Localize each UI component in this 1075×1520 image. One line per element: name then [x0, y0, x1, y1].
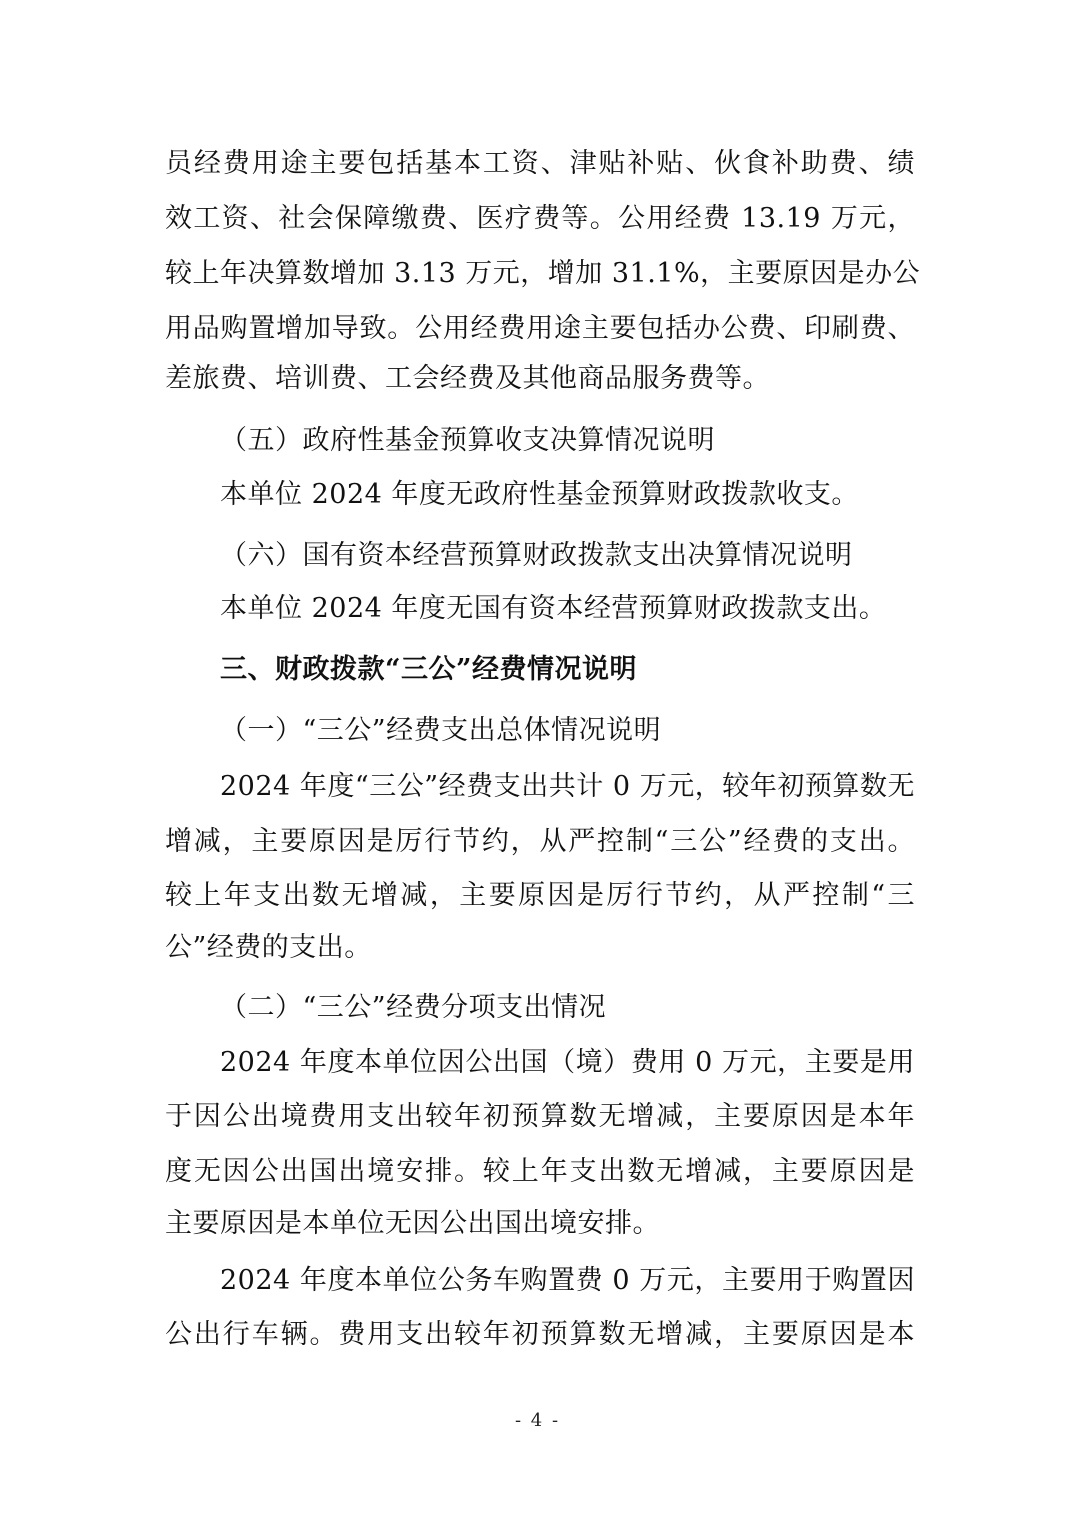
- paragraph-line: 差旅费、培训费、工会经费及其他商品服务费等。: [165, 363, 770, 394]
- section-heading: （五）政府性基金预算收支决算情况说明: [220, 425, 715, 456]
- paragraph-line: 主要原因是本单位无因公出国出境安排。: [165, 1208, 660, 1239]
- paragraph-line: 度无因公出国出境安排。较上年支出数无增减，主要原因是: [165, 1156, 915, 1187]
- paragraph-line: 员经费用途主要包括基本工资、津贴补贴、伙食补助费、绩: [165, 148, 915, 179]
- paragraph-line: 公”经费的支出。: [165, 932, 372, 963]
- paragraph-line: 2024 年度本单位因公出国（境）费用 0 万元，主要是用: [220, 1047, 915, 1078]
- paragraph-line: 于因公出境费用支出较年初预算数无增减，主要原因是本年: [165, 1101, 915, 1132]
- paragraph-line: 公出行车辆。费用支出较年初预算数无增减，主要原因是本: [165, 1319, 915, 1350]
- paragraph-line: 本单位 2024 年度无国有资本经营预算财政拨款支出。: [220, 593, 887, 624]
- section-heading: （二）“三公”经费分项支出情况: [220, 992, 607, 1023]
- paragraph-line: 2024 年度本单位公务车购置费 0 万元，主要用于购置因: [220, 1265, 915, 1296]
- section-heading: （六）国有资本经营预算财政拨款支出决算情况说明: [220, 540, 853, 571]
- paragraph-line: 效工资、社会保障缴费、医疗费等。公用经费 13.19 万元，: [165, 203, 915, 234]
- paragraph-line: 本单位 2024 年度无政府性基金预算财政拨款收支。: [220, 479, 859, 510]
- chapter-heading: 三、财政拨款“三公”经费情况说明: [220, 654, 638, 685]
- page-number: - 4 -: [514, 1410, 561, 1431]
- paragraph-line: 较上年决算数增加 3.13 万元，增加 31.1%，主要原因是办公: [165, 258, 921, 289]
- paragraph-line: 用品购置增加导致。公用经费用途主要包括办公费、印刷费、: [165, 313, 915, 344]
- paragraph-line: 较上年支出数无增减，主要原因是厉行节约，从严控制“三: [165, 880, 915, 911]
- section-heading: （一）“三公”经费支出总体情况说明: [220, 715, 662, 746]
- paragraph-line: 2024 年度“三公”经费支出共计 0 万元，较年初预算数无: [220, 771, 915, 802]
- paragraph-line: 增减，主要原因是厉行节约，从严控制“三公”经费的支出。: [165, 826, 915, 857]
